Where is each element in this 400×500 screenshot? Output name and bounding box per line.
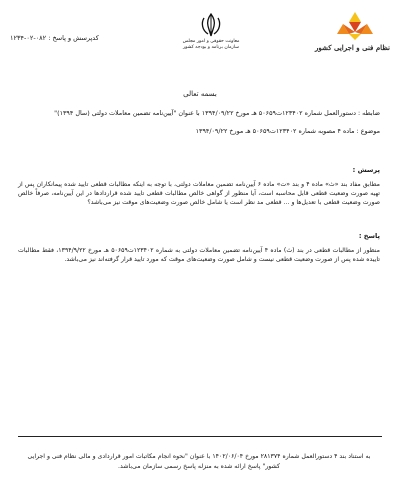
qa-code: کدپرسش و پاسخ : ۰۸۲-۰۲-۱۲۳۴ — [10, 34, 99, 42]
iran-emblem — [180, 12, 242, 51]
question-label: پرسش : — [352, 166, 380, 174]
footer-note: به استناد بند ۴ دستورالعمل شماره ۲۸۱۳۷۴ مورخ ۱۴۰۲/۰۶/۰۴ با عنوان "نحوه انجام مکاتبات امور قراردادی و مالی نظام فنی و اجرایی کشور" پاسخ ارائه شده به منزله پاسخ رسمی سازمان می‌باشد. — [27, 453, 371, 470]
answer-label: پاسخ : — [358, 232, 380, 240]
basmala: بسمه تعالی — [183, 90, 217, 98]
emblem-line-1: معاونت حقوقی و امور مجلس — [182, 39, 240, 44]
letterhead — [10, 10, 390, 72]
emblem-icon — [199, 12, 223, 38]
regulation-line: ضابطه : دستورالعمل شماره ۱۲۳۴۰۲ت۵۰۶۵۹ هـ مورخ ۱۳۹۴/۰۹/۲۲ با عنوان "آیین‌نامه تضمین معاملات دولتی (سال ۱۳۹۴)" — [54, 109, 380, 117]
emblem-line-2: سازمان برنامه و بودجه کشور — [182, 45, 240, 50]
footer-divider — [18, 436, 382, 437]
question-text: مطابق مفاد بند «ث» ماده ۴ و بند «ت» ماده ۶ آیین‌نامه تضمین معاملات دولتی، با توجه به اینکه مطالبات قطعی تایید شده پیمانکاران پس از تهیه صورت وضعیت قطعی قابل محاسبه است، آیا منظور از گواهی خالص مطالبات قطعی تایید شده قراردادها در این آیین‌نامه، صرفاً خالص صورت وضعیت قطعی با تعدیل‌ها و ... قطعی مد نظر است یا شامل خالص صورت وضعیت‌های موقت نیز می‌باشد؟ — [18, 181, 380, 207]
topic-line: موضوع : ماده ۴ مصوبه شماره ۱۲۳۴۰۲ت۵۰۶۵۹ هـ مورخ ۱۳۹۴/۰۹/۲۲ — [195, 127, 380, 135]
answer-text: منظور از مطالبات قطعی در بند (ث) ماده ۴ آیین‌نامه تضمین معاملات دولتی به شماره ۱۲۳۴۰۲ت۵۰۶۵۹ هـ مورخ ۱۳۹۴/۹/۲۲، فقط مطالبات تاییده شده پس از صورت وضعیت قطعی نیست و شامل صورت وضعیت‌های موقت که مورد تایید قرار گرفته‌اند نیز می‌باشد. — [18, 247, 380, 264]
org-logo-text: نظام فنی و اجرایی کشور — [314, 43, 390, 52]
org-logo-icon — [335, 10, 375, 42]
org-logo — [314, 10, 390, 52]
